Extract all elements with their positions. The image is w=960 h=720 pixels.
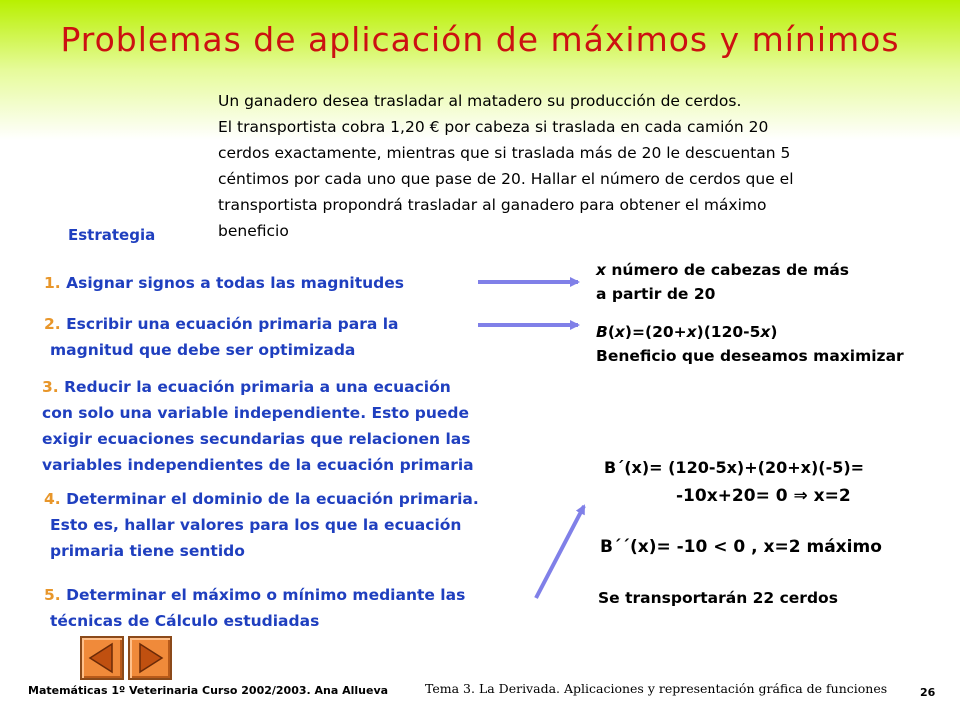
step-number: 3. xyxy=(42,378,59,396)
step-number: 5. xyxy=(44,586,61,604)
problem-line: El transportista cobra 1,20 € por cabeza si traslada en cada camión 20 xyxy=(218,118,769,136)
step-text: Determinar el dominio de la ecuación primaria. xyxy=(66,490,479,508)
step-text: Reducir la ecuación primaria a una ecuación xyxy=(64,378,451,396)
conclusion: Se transportarán 22 cerdos xyxy=(598,589,838,607)
problem-line: cerdos exactamente, mientras que si traslada más de 20 le descuentan 5 xyxy=(218,144,791,162)
triangle-right-icon xyxy=(130,638,170,678)
problem-line: Un ganadero desea trasladar al matadero su producción de cerdos. xyxy=(218,92,742,110)
problem-line: transportista propondrá trasladar al ganadero para obtener el máximo xyxy=(218,196,767,214)
derivative-solution: -10x+20= 0 ⇒ x=2 xyxy=(676,486,851,506)
step-number: 4. xyxy=(44,490,61,508)
answer-variable: x número de cabezas de más a partir de 20 xyxy=(596,258,849,306)
answer-text: número de cabezas de más xyxy=(606,261,850,279)
page-title: Problemas de aplicación de máximos y mínimos xyxy=(60,20,900,59)
derivative-equation: B´(x)= (120-5x)+(20+x)(-5)= xyxy=(604,458,865,477)
second-derivative: B´´(x)= -10 < 0 , x=2 máximo xyxy=(600,537,882,557)
next-slide-button[interactable] xyxy=(128,636,172,680)
answer-text: a partir de 20 xyxy=(596,285,716,303)
step-text: magnitud que debe ser optimizada xyxy=(50,341,356,359)
step-text: técnicas de Cálculo estudiadas xyxy=(50,612,320,630)
step-text: Esto es, hallar valores para los que la ecuación xyxy=(50,516,462,534)
step-text: primaria tiene sentido xyxy=(50,542,245,560)
problem-line: céntimos por cada uno que pase de 20. Hallar el número de cerdos que el xyxy=(218,170,794,188)
step-text: variables independientes de la ecuación primaria xyxy=(42,456,474,474)
step-number: 2. xyxy=(44,315,61,333)
footer-topic: Tema 3. La Derivada. Aplicaciones y representación gráfica de funciones xyxy=(425,681,888,696)
step-text: Escribir una ecuación primaria para la xyxy=(66,315,399,333)
arrow-step5 xyxy=(536,506,584,598)
answer-text: Beneficio que deseamos maximizar xyxy=(596,347,904,365)
previous-slide-button[interactable] xyxy=(80,636,124,680)
step-number: 1. xyxy=(44,274,61,292)
strategy-heading: Estrategia xyxy=(68,226,156,244)
answer-primary-equation xyxy=(596,320,904,368)
step-text: Asignar signos a todas las magnitudes xyxy=(66,274,405,292)
problem-line: beneficio xyxy=(218,222,289,240)
step-text: exigir ecuaciones secundarias que relacionen las xyxy=(42,430,471,448)
step-text: con solo una variable independiente. Esto puede xyxy=(42,404,469,422)
equation-line: B(x)=(20+x)(120-5x) xyxy=(596,323,778,341)
footer-course: Matemáticas 1º Veterinaria Curso 2002/2003. Ana Allueva xyxy=(28,684,389,697)
page-number: 26 xyxy=(920,686,936,699)
step-text: Determinar el máximo o mínimo mediante las xyxy=(66,586,466,604)
triangle-left-icon xyxy=(82,638,122,678)
